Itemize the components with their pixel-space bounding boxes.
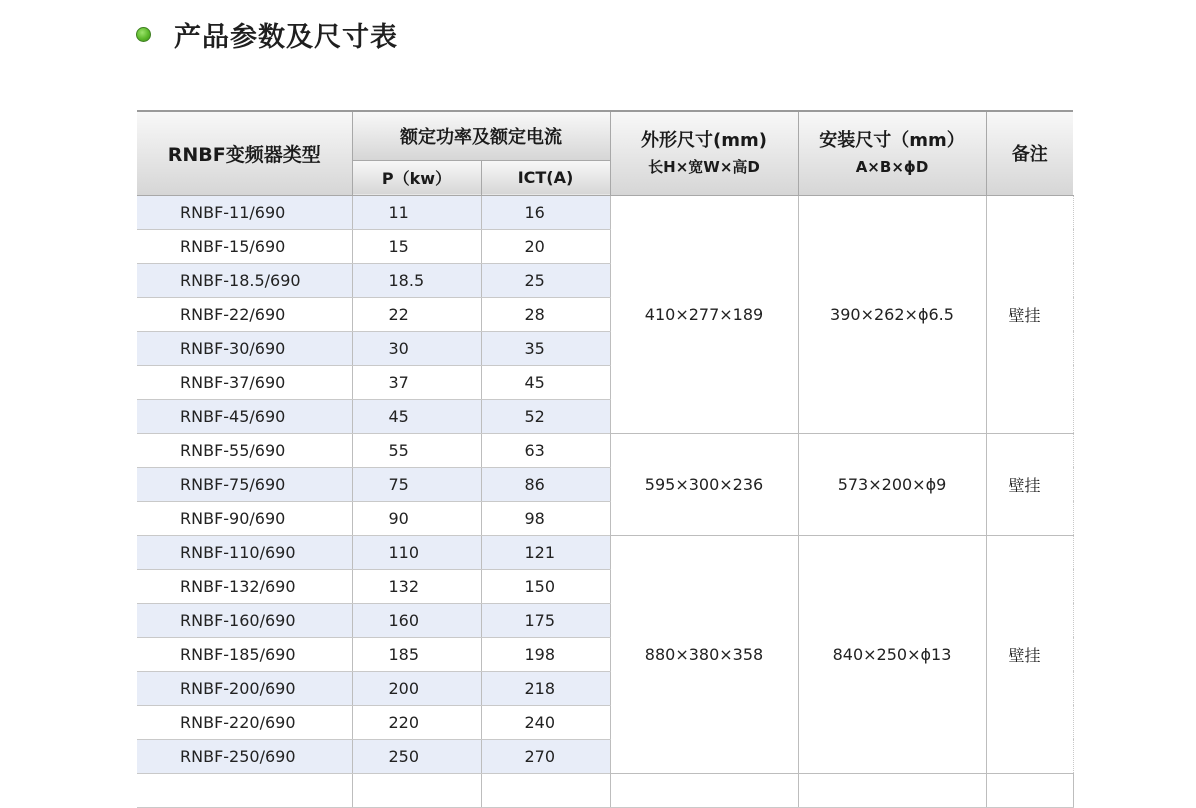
current-cell: 45 [481,365,610,399]
current-cell: 121 [481,535,610,569]
model-cell: RNBF-110/690 [137,535,352,569]
table-row [137,535,1073,569]
empty-cell [798,773,986,807]
current-cell: 20 [481,229,610,263]
install-size-cell: 573×200×ϕ9 [798,433,986,535]
header-install-size-sub: A×B×ϕD [855,157,929,176]
power-cell: 90 [352,501,481,535]
header-install-size-title: 安装尺寸（mm） [819,130,965,152]
current-cell: 28 [481,297,610,331]
power-cell: 30 [352,331,481,365]
power-cell: 37 [352,365,481,399]
model-cell: RNBF-185/690 [137,637,352,671]
page-title: 产品参数及尺寸表 [174,21,398,53]
power-cell: 45 [352,399,481,433]
current-cell: 63 [481,433,610,467]
table-row-partial [137,773,1073,807]
current-cell: 52 [481,399,610,433]
current-cell: 35 [481,331,610,365]
model-cell: RNBF-250/690 [137,739,352,773]
green-bullet-icon [136,27,151,42]
model-cell: RNBF-132/690 [137,569,352,603]
model-cell: RNBF-45/690 [137,399,352,433]
model-cell: RNBF-22/690 [137,297,352,331]
header-current: ICT(A) [481,160,610,195]
remark-cell: 壁挂 [986,433,1073,535]
empty-cell [986,773,1073,807]
current-cell: 175 [481,603,610,637]
page-title-block [136,16,398,52]
current-cell: 240 [481,705,610,739]
table-header [137,111,1073,195]
power-cell: 160 [352,603,481,637]
current-cell: 16 [481,195,610,229]
header-remark: 备注 [986,111,1073,195]
install-size-cell: 840×250×ϕ13 [798,535,986,773]
header-outer-size [610,111,798,195]
header-rated: 额定功率及额定电流 [352,111,610,160]
current-cell: 86 [481,467,610,501]
current-cell: 198 [481,637,610,671]
power-cell: 11 [352,195,481,229]
model-cell: RNBF-90/690 [137,501,352,535]
table-body [137,195,1073,807]
model-cell: RNBF-200/690 [137,671,352,705]
header-outer-size-sub: 长H×宽W×高D [648,157,760,176]
model-cell: RNBF-11/690 [137,195,352,229]
header-outer-size-title: 外形尺寸(mm) [641,130,767,152]
current-cell: 25 [481,263,610,297]
install-size-cell: 390×262×ϕ6.5 [798,195,986,433]
header-type: RNBF变频器类型 [137,111,352,195]
table-row [137,433,1073,467]
remark-cell: 壁挂 [986,195,1073,433]
power-cell: 200 [352,671,481,705]
power-cell: 55 [352,433,481,467]
model-cell: RNBF-55/690 [137,433,352,467]
power-cell: 18.5 [352,263,481,297]
power-cell: 75 [352,467,481,501]
power-cell: 132 [352,569,481,603]
outer-size-cell: 595×300×236 [610,433,798,535]
power-cell: 110 [352,535,481,569]
empty-cell [352,773,481,807]
model-cell: RNBF-75/690 [137,467,352,501]
header-install-size [798,111,986,195]
empty-cell [481,773,610,807]
current-cell: 270 [481,739,610,773]
outer-size-cell: 410×277×189 [610,195,798,433]
remark-cell: 壁挂 [986,535,1073,773]
spec-table [137,110,1074,808]
power-cell: 22 [352,297,481,331]
current-cell: 150 [481,569,610,603]
empty-cell [610,773,798,807]
outer-size-cell: 880×380×358 [610,535,798,773]
current-cell: 98 [481,501,610,535]
model-cell: RNBF-30/690 [137,331,352,365]
model-cell: RNBF-160/690 [137,603,352,637]
model-cell: RNBF-15/690 [137,229,352,263]
header-power: P（kw） [352,160,481,195]
table-row [137,195,1073,229]
empty-cell [137,773,352,807]
model-cell: RNBF-220/690 [137,705,352,739]
model-cell: RNBF-18.5/690 [137,263,352,297]
power-cell: 185 [352,637,481,671]
power-cell: 220 [352,705,481,739]
power-cell: 250 [352,739,481,773]
current-cell: 218 [481,671,610,705]
power-cell: 15 [352,229,481,263]
model-cell: RNBF-37/690 [137,365,352,399]
